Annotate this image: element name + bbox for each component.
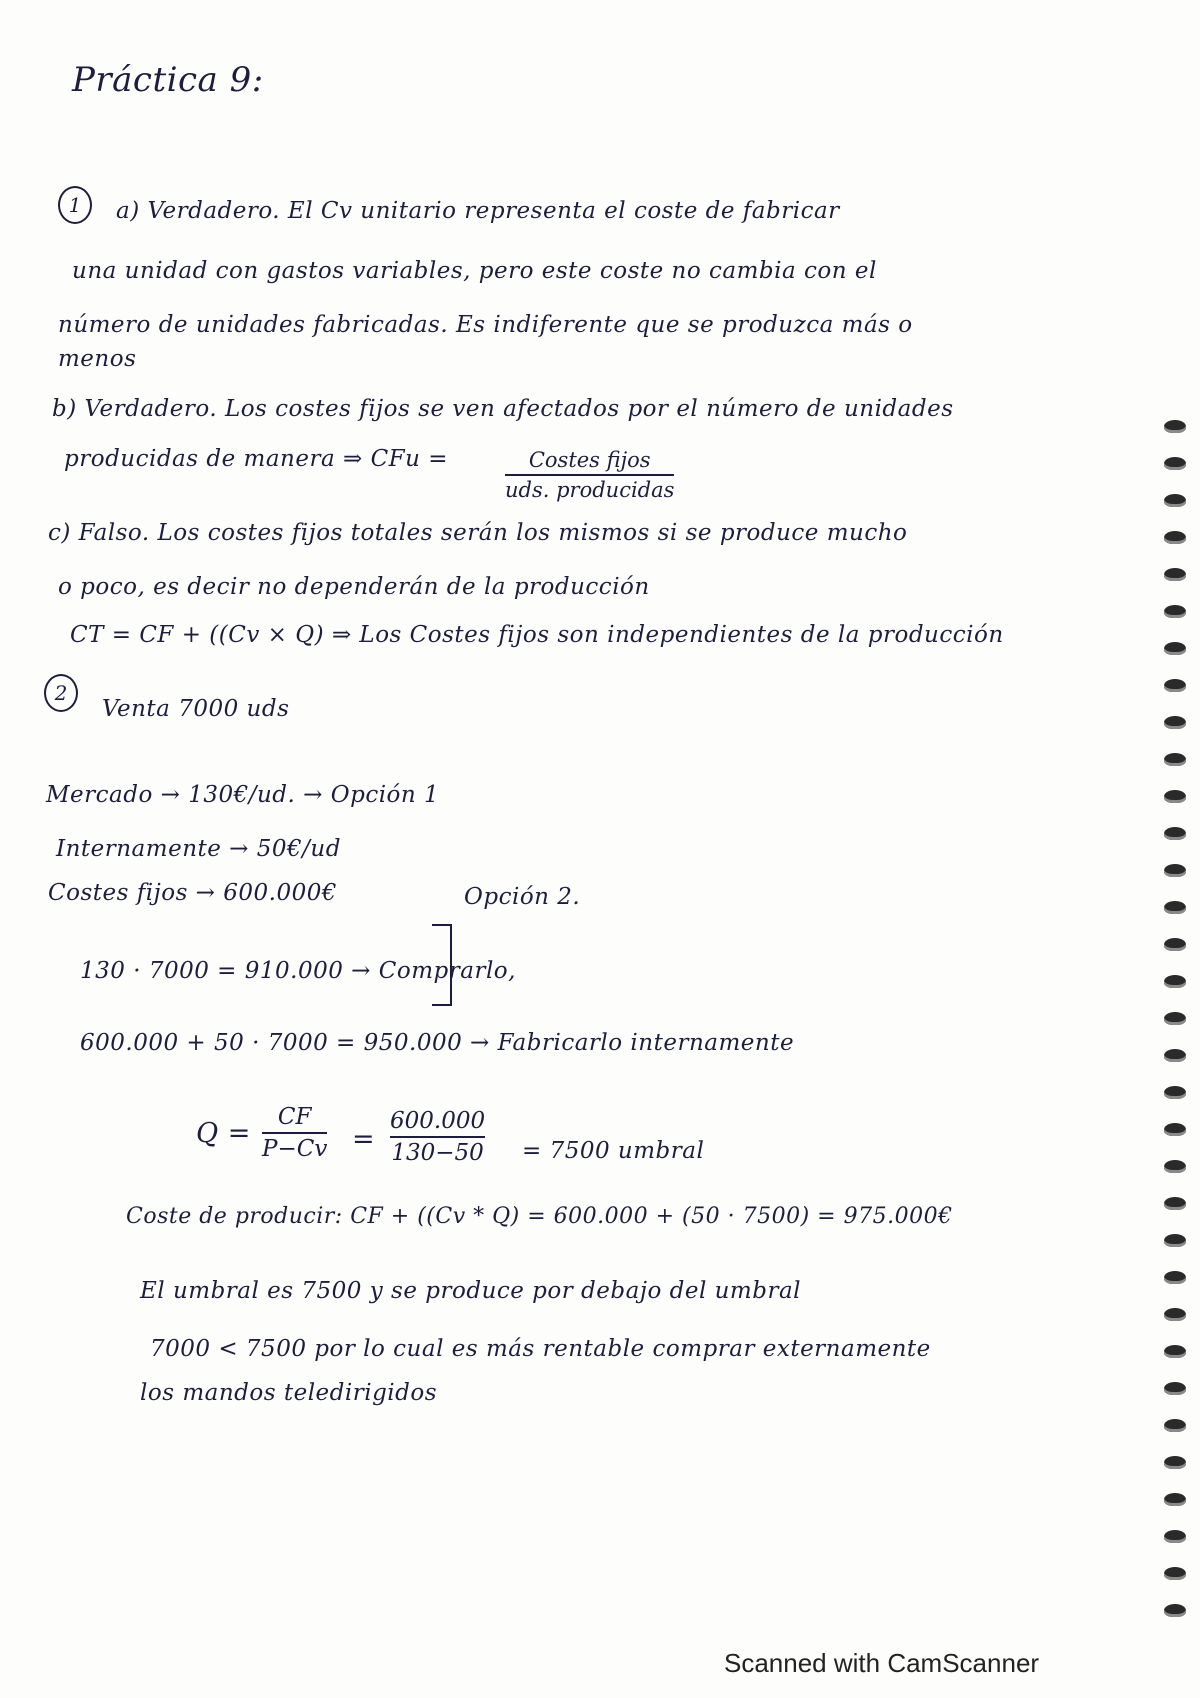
q-label: Q = [196, 1118, 251, 1149]
binding-ring [1164, 1234, 1186, 1247]
binding-ring [1164, 531, 1186, 544]
binding-ring [1164, 420, 1186, 433]
conclusion-line-1: El umbral es 7500 y se produce por debajo del umbral [140, 1278, 802, 1304]
q-fraction-1 [262, 1104, 327, 1162]
q-result: = 7500 umbral [522, 1138, 705, 1164]
binding-ring [1164, 1123, 1186, 1136]
conclusion-line-2: 7000 < 7500 por lo cual es más rentable comprar externamente [150, 1336, 931, 1362]
ex1-a-line-4: menos [58, 346, 137, 372]
binding-ring [1164, 901, 1186, 914]
binding-ring [1164, 1086, 1186, 1099]
fraction-bar [262, 1132, 327, 1134]
binding-ring [1164, 938, 1186, 951]
q-fraction-2-numerator: 600.000 [390, 1108, 486, 1134]
exercise-2-number: 2 [44, 674, 78, 712]
q-fraction-1-denominator: P−Cv [262, 1136, 328, 1162]
binding-ring [1164, 790, 1186, 803]
q-fraction-2-denominator: 130−50 [391, 1140, 484, 1166]
binding-ring [1164, 1530, 1186, 1543]
binding-ring [1164, 568, 1186, 581]
binding-ring [1164, 1345, 1186, 1358]
exercise-1-number: 1 [58, 186, 92, 224]
ex1-b-fraction-numerator: Costes fijos [528, 448, 651, 472]
ex2-fabricar-calc: 600.000 + 50 · 7000 = 950.000 → Fabricarlo internamente [80, 1030, 795, 1056]
ex2-mercado: Mercado → 130€/ud. → Opción 1 [46, 782, 440, 808]
binding-ring [1164, 1160, 1186, 1173]
ex1-c-line-2: o poco, es decir no dependerán de la producción [58, 574, 650, 600]
binding-ring [1164, 1197, 1186, 1210]
coste-producir: Coste de producir: CF + ((Cv * Q) = 600.000 + (50 · 7500) = 975.000€ [126, 1204, 953, 1229]
binding-ring [1164, 1382, 1186, 1395]
binding-ring [1164, 716, 1186, 729]
q-equals: = [352, 1124, 376, 1155]
binding-ring [1164, 1419, 1186, 1432]
binding-ring [1164, 1049, 1186, 1062]
ex1-a-line-1: a) Verdadero. El Cv unitario representa el coste de fabricar [116, 198, 840, 224]
binding-ring [1164, 1456, 1186, 1469]
binding-ring [1164, 642, 1186, 655]
camscanner-watermark: Scanned with CamScanner [724, 1648, 1040, 1678]
binding-ring [1164, 457, 1186, 470]
fraction-bar [390, 1136, 485, 1138]
page-title: Práctica 9: [72, 60, 264, 100]
binding-ring [1164, 494, 1186, 507]
binding-ring [1164, 1012, 1186, 1025]
conclusion-line-3: los mandos teledirigidos [140, 1380, 438, 1406]
ex2-comprar-calc: 130 · 7000 = 910.000 → Comprarlo, [80, 958, 516, 984]
spiral-binding [1156, 420, 1196, 1650]
ex2-internamente: Internamente → 50€/ud [56, 836, 341, 862]
binding-ring [1164, 753, 1186, 766]
q-fraction-2 [390, 1108, 485, 1166]
binding-ring [1164, 1308, 1186, 1321]
q-fraction-1-numerator: CF [277, 1104, 312, 1130]
ex1-b-fraction [505, 448, 674, 502]
fraction-bar [505, 474, 674, 476]
binding-ring [1164, 605, 1186, 618]
ex2-costes-fijos: Costes fijos → 600.000€ [48, 880, 338, 906]
binding-ring [1164, 1493, 1186, 1506]
ex1-a-line-3: número de unidades fabricadas. Es indiferente que se produzca más o [58, 312, 913, 338]
ex2-opcion-2: Opción 2. [464, 884, 581, 910]
ex1-b-line-1: b) Verdadero. Los costes fijos se ven afectados por el número de unidades [52, 396, 954, 422]
ex1-b-line-2: producidas de manera ⇒ CFu = [64, 446, 449, 472]
binding-ring [1164, 827, 1186, 840]
binding-ring [1164, 975, 1186, 988]
ex1-a-line-2: una unidad con gastos variables, pero este coste no cambia con el [72, 258, 877, 284]
binding-ring [1164, 1271, 1186, 1284]
binding-ring [1164, 1567, 1186, 1580]
binding-ring [1164, 1604, 1186, 1617]
ex1-c-line-1: c) Falso. Los costes fijos totales serán los mismos si se produce mucho [48, 520, 908, 546]
ex1-b-fraction-denominator: uds. producidas [505, 478, 675, 502]
ex1-c-line-3: CT = CF + ((Cv × Q) ⇒ Los Costes fijos son independientes de la producción [70, 622, 1004, 648]
ex2-venta: Venta 7000 uds [102, 696, 290, 722]
binding-ring [1164, 864, 1186, 877]
binding-ring [1164, 679, 1186, 692]
